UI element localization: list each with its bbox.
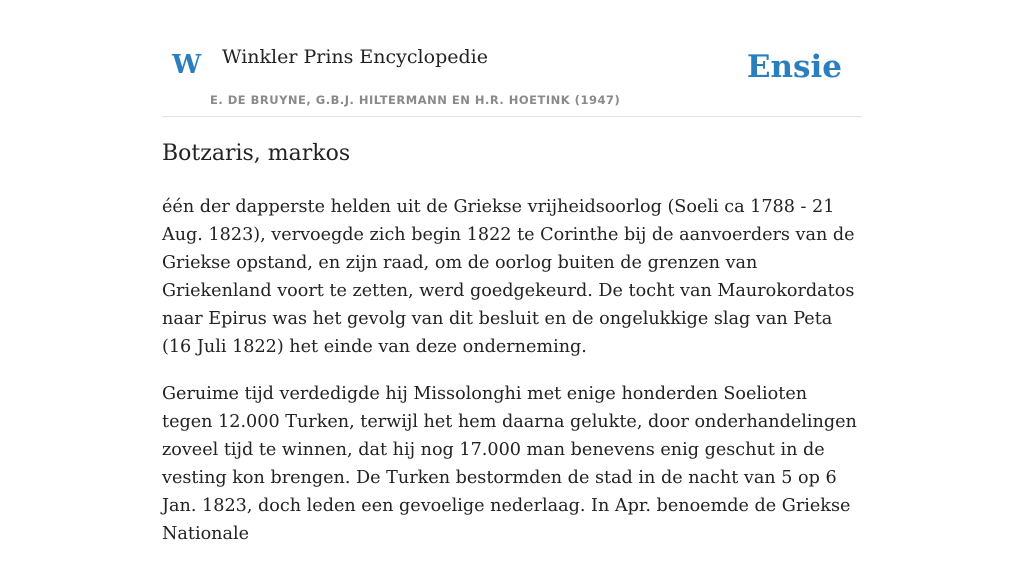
site-title[interactable]: Winkler Prins Encyclopedie (222, 46, 488, 68)
authors-line: E. DE BRUYNE, G.B.J. HILTERMANN EN H.R. HOETINK (1947) (210, 93, 621, 107)
article-paragraph: één der dapperste helden uit de Griekse vrijheidsoorlog (Soeli ca 1788 - 21 Aug. 1823), vervoegde zich begin 1822 te Corinthe bij de aanvoerders van de Griekse opstand, en zijn raad, om de oorlog buiten de grenzen van Griekenland voort te zetten, werd goedgekeurd. De tocht van Maurokordatos naar Epirus was het gevolg van dit besluit en de ongelukkige slag van Peta (16 Juli 1822) het einde van deze onderneming. (162, 197, 855, 357)
winkler-prins-logo[interactable]: W (172, 50, 202, 80)
site-header (162, 0, 862, 117)
article-body (162, 193, 862, 567)
article-paragraph: Geruime tijd verdedigde hij Missolonghi met enige honderden Soelioten tegen 12.000 Turken, terwijl het hem daarna gelukte, door onderhandelingen zoveel tijd te winnen, dat hij nog 17.000 man benevens enig geschut in de vesting kon brengen. De Turken bestormden de stad in de nacht van 5 op 6 Jan. 1823, doch leden een gevoelige nederlaag. In Apr. benoemde de Griekse Nationale (162, 384, 857, 544)
article-title: Botzaris, markos (162, 141, 351, 166)
ensie-logo-link[interactable]: Ensie (746, 49, 842, 85)
